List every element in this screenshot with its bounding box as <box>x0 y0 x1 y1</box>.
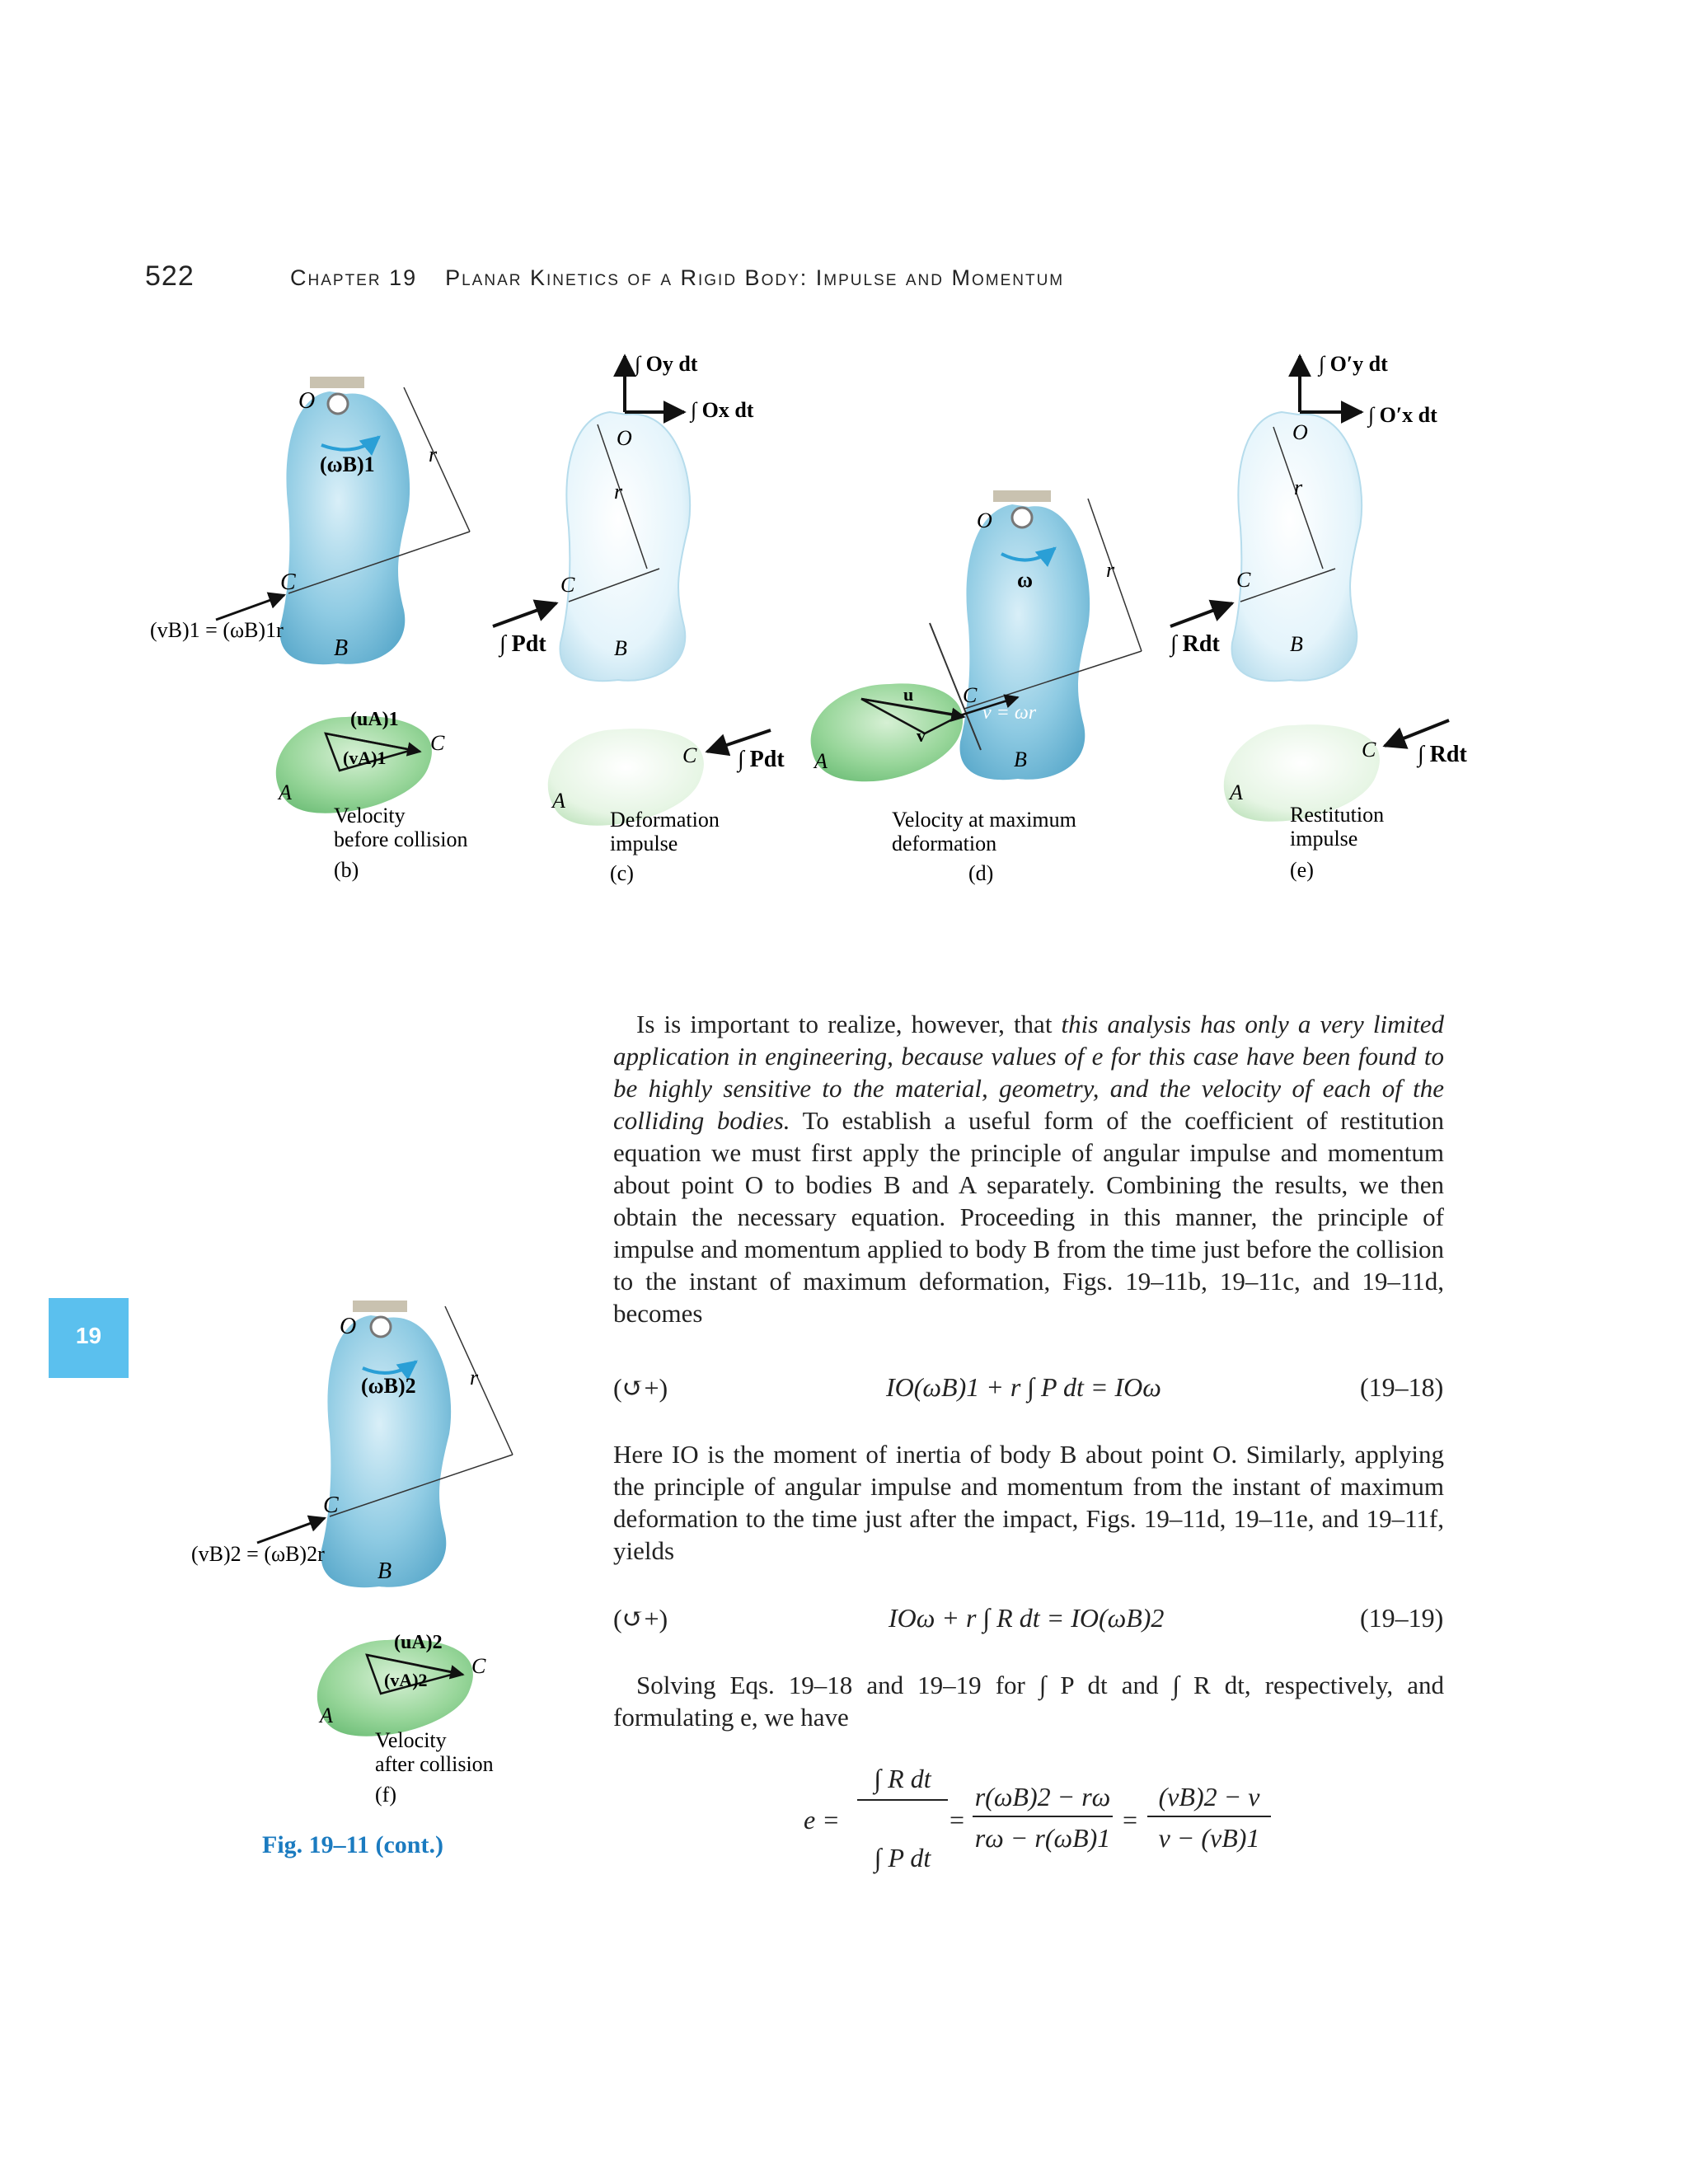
label-o-f: O <box>340 1314 357 1339</box>
label-o-c: O <box>617 426 632 450</box>
impulse-label-a-c: ∫ Pdt <box>738 747 785 772</box>
eq3-denominator-1: ∫ P dt <box>874 1843 931 1872</box>
pin-d <box>1012 508 1032 527</box>
label-r-f: r <box>470 1366 479 1390</box>
velocity-label-b: (vB)1 = (ωB)1r <box>150 618 284 642</box>
para2-text: Here IO is the moment of inertia of body B about point O. Similarly, applying the principle of angular impulse and momentum from the instant of maximum deformation to the time just after the impact, Figs. 19–11d, 19–11e, and 19–11f, yields <box>613 1440 1444 1565</box>
omega-label-f: (ωB)2 <box>361 1374 416 1398</box>
caption-e-1: Restitution <box>1290 803 1385 827</box>
omega-label-b: (ωB)1 <box>320 452 375 476</box>
label-c2-e: C <box>1362 738 1376 762</box>
impulse-label-a-e: ∫ Rdt <box>1418 742 1467 767</box>
caption-f-2: after collision <box>375 1752 494 1776</box>
oy-label-c: ∫ Oy dt <box>635 352 698 376</box>
caption-b-2: before collision <box>334 827 468 851</box>
equation-19-19: IOω + r ∫ R dt = IO(ωB)2 <box>889 1603 1165 1633</box>
subcaption-b: (b) <box>334 858 359 882</box>
figure-f <box>191 1301 513 1807</box>
page-number: 522 <box>145 260 195 292</box>
v-label-f: (vA)2 <box>384 1670 428 1690</box>
subcaption-d: (d) <box>968 861 994 885</box>
impulse-arrow-c <box>493 603 556 626</box>
eq1-sign: (↺+) <box>613 1373 668 1403</box>
label-a-e: A <box>1230 780 1243 804</box>
chapter-title: Planar Kinetics of a Rigid Body: Impulse and Momentum <box>445 265 1065 290</box>
oy-label-e: ∫ O′y dt <box>1319 352 1388 376</box>
impulse-label-c: ∫ Pdt <box>499 631 546 657</box>
v-eq-label-d: v = ωr <box>982 702 1037 724</box>
eq3-equals-1: = <box>950 1805 965 1835</box>
para1-start: Is is important to realize, however, that <box>636 1010 1062 1038</box>
label-c-b: C <box>280 569 296 595</box>
r-dimension-f <box>445 1306 513 1455</box>
eq3-numerator-1: ∫ R dt <box>857 1764 948 1801</box>
body-f <box>321 1315 452 1587</box>
eq3-denominator-2: rω − r(ωB)1 <box>974 1823 1111 1853</box>
label-c-e: C <box>1236 568 1251 592</box>
caption-c-2: impulse <box>610 832 678 855</box>
body-a-d <box>811 683 964 781</box>
eq1-number: (19–18) <box>1360 1372 1444 1402</box>
label-c2-b: C <box>430 731 445 755</box>
eq3-equals-2: = <box>1123 1805 1138 1835</box>
label-c-d: C <box>963 683 978 707</box>
body-d <box>960 504 1090 780</box>
body-b <box>280 391 410 664</box>
u-label-d: u <box>903 684 914 705</box>
label-b-e: B <box>1290 632 1303 656</box>
eq2-number: (19–19) <box>1360 1603 1444 1633</box>
caption-d-2: deformation <box>892 832 997 855</box>
figure-c <box>493 352 785 885</box>
eq2-sign: (↺+) <box>613 1604 668 1633</box>
impulse-label-e: ∫ Rdt <box>1170 631 1220 657</box>
label-r-c: r <box>614 480 623 504</box>
eq3-denominator-3: v − (vB)1 <box>1158 1823 1260 1853</box>
label-r-d: r <box>1106 558 1115 582</box>
subcaption-c: (c) <box>610 861 634 885</box>
v-label-d: v <box>917 725 926 746</box>
paragraph-3 <box>613 1669 1444 1733</box>
label-a-c: A <box>552 789 565 813</box>
label-c-f: C <box>323 1493 339 1518</box>
eq3-e: e = <box>804 1805 840 1835</box>
para1-italic: this analysis has only a very limited application in engineering, because values of e for this case have been found to be highly sensitive to the material, geometry, and the velocity of each of the colliding bodies. <box>613 1010 1444 1135</box>
support-b <box>310 377 364 388</box>
paragraph-1 <box>613 1008 1444 1329</box>
label-o-b: O <box>298 388 316 414</box>
subcaption-e: (e) <box>1290 858 1314 882</box>
eq3-numerator-3: (vB)2 − v <box>1147 1782 1271 1817</box>
caption-f-1: Velocity <box>375 1728 447 1752</box>
pin-b <box>328 394 348 414</box>
ox-label-c: ∫ Ox dt <box>691 398 754 422</box>
omega-label-d: ω <box>1017 568 1034 592</box>
label-a-d: A <box>814 749 828 773</box>
para1-end: To establish a useful form of the coefficient of restitution equation we must first apply the principle of angular impulse and momentum about point O to bodies B and A separately. Combining the results, we then obtain the necessary equation. Proceeding in this manner, the principle of impulse and momentum applied to body B from the time just before the collision to the instant of maximum deformation, Figs. 19–11b, 19–11c, and 19–11d, becomes <box>613 1106 1444 1328</box>
chapter-label: Chapter 19 <box>290 265 418 290</box>
label-b-c: B <box>614 636 627 660</box>
caption-d-1: Velocity at maximum <box>892 808 1076 832</box>
pin-f <box>371 1317 391 1337</box>
subcaption-f: (f) <box>375 1783 396 1807</box>
para3-text: Solving Eqs. 19–18 and 19–19 for ∫ P dt and ∫ R dt, respectively, and formulating e, we have <box>613 1671 1444 1732</box>
r-dimension-d <box>1088 499 1142 651</box>
velocity-label-f: (vB)2 = (ωB)2r <box>191 1542 325 1566</box>
velocity-arrow-f <box>257 1518 325 1543</box>
figure-b <box>150 377 470 882</box>
label-r-e: r <box>1294 476 1303 499</box>
u-label-f: (uA)2 <box>394 1632 443 1653</box>
label-o-e: O <box>1292 420 1308 444</box>
label-c-c: C <box>560 573 575 597</box>
eq3-numerator-2: r(ωB)2 − rω <box>973 1782 1113 1817</box>
figure-e <box>1169 352 1467 882</box>
paragraph-2 <box>613 1438 1444 1567</box>
label-b-f: B <box>377 1558 392 1584</box>
caption-b-1: Velocity <box>334 804 406 827</box>
caption-c-1: Deformation <box>610 808 720 832</box>
label-a-f: A <box>320 1704 333 1727</box>
label-a-b: A <box>279 780 292 804</box>
figure-d <box>811 490 1142 885</box>
u-label-b: (uA)1 <box>350 709 399 730</box>
label-b-d: B <box>1014 748 1027 771</box>
label-c2-c: C <box>682 743 697 767</box>
v-label-b: (vA)1 <box>343 748 387 768</box>
figure-label: Fig. 19–11 (cont.) <box>262 1831 443 1858</box>
support-d <box>993 490 1051 502</box>
support-f <box>353 1301 407 1312</box>
label-b-b: B <box>334 635 349 661</box>
chapter-tab-label: 19 <box>75 1323 102 1348</box>
velocity-arrow-b <box>216 595 284 620</box>
equation-19-18: IO(ωB)1 + r ∫ P dt = IOω <box>886 1372 1161 1402</box>
label-r-b: r <box>429 443 438 466</box>
label-c2-f: C <box>471 1654 486 1678</box>
impulse-arrow-e <box>1170 603 1232 626</box>
caption-e-2: impulse <box>1290 827 1358 851</box>
ox-label-e: ∫ O′x dt <box>1368 403 1437 427</box>
label-o-d: O <box>977 509 992 532</box>
